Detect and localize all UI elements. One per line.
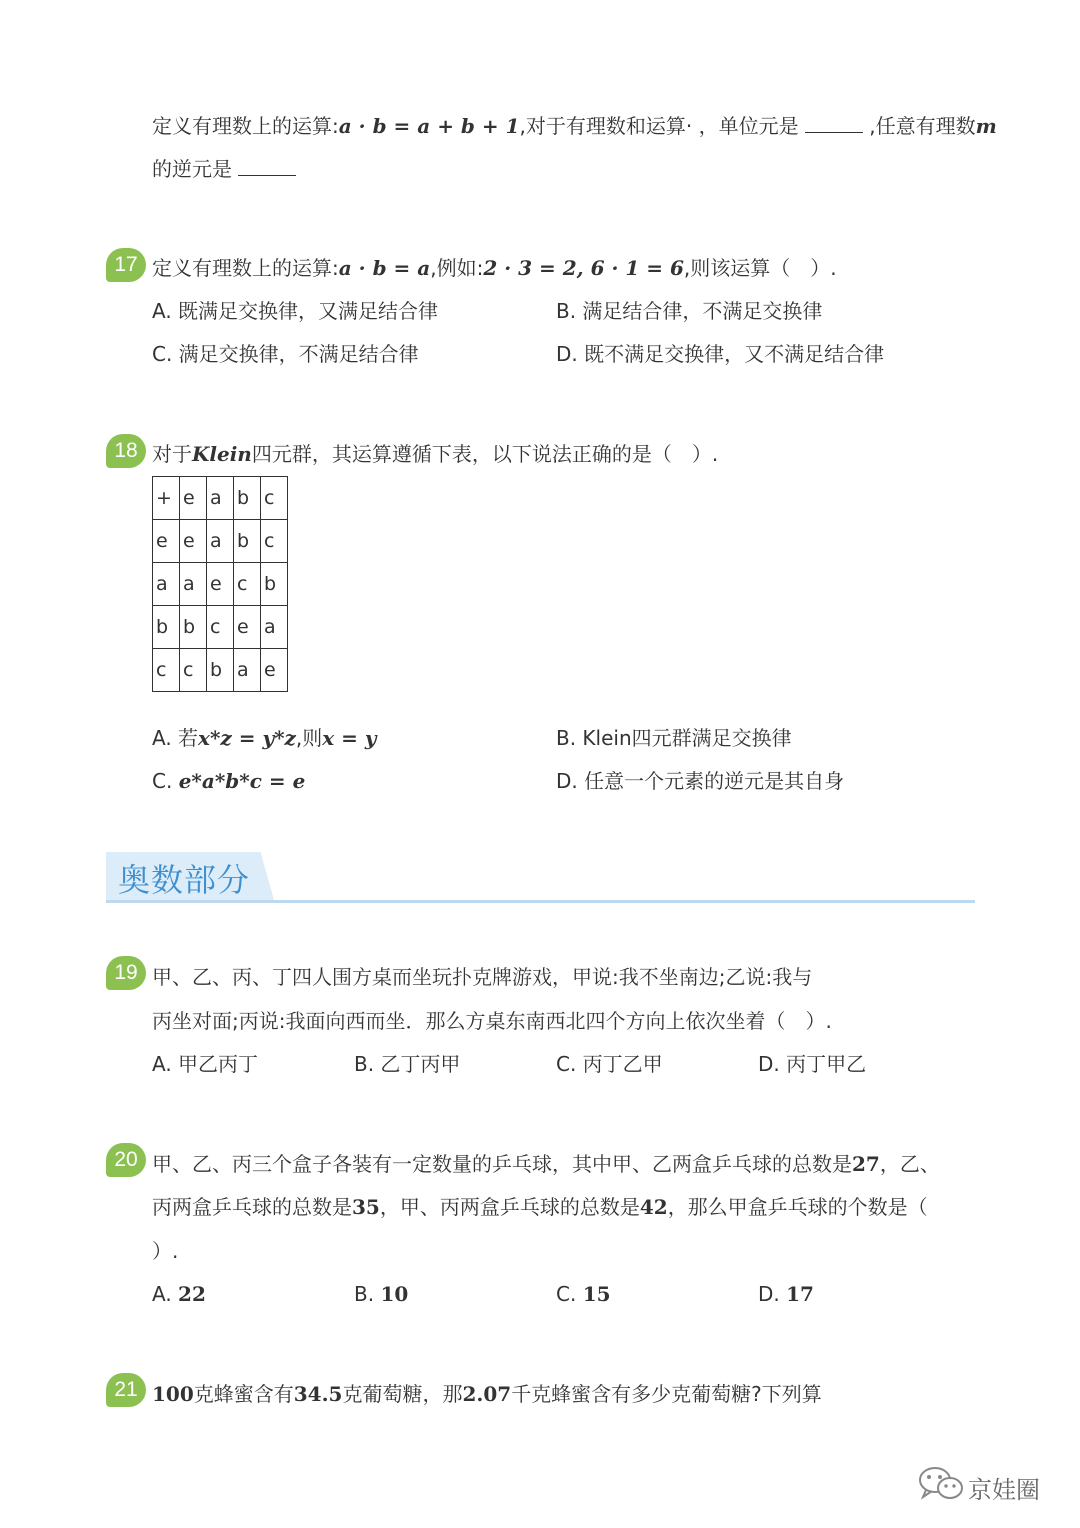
question-number-badge: 20 [106,1143,146,1177]
table-row [153,649,288,692]
q16-math: a · b = a + b + 1 [338,114,520,138]
q16-var: m [975,114,997,138]
q21-num-100: 100 [152,1382,194,1406]
q20-line2-mid: ，甲、丙两盒乒乓球的总数是 [379,1195,640,1219]
q18-option-c-math: e*a*b*c = e [178,769,306,793]
q21-text3: 千克蜂蜜含有多少克葡萄糖?下列算 [511,1382,822,1406]
q16-text-pre: 定义有理数上的运算: [152,114,339,138]
q18-math: Klein [192,442,252,466]
q19-option-b[interactable]: B. 乙丁丙甲 [354,1052,461,1076]
table-cell: a [234,649,261,692]
table-cell: e [207,563,234,606]
q20-num-42: 42 [639,1195,668,1219]
q20-option-a-value: 22 [178,1282,206,1306]
q20-num-35: 35 [352,1195,380,1219]
q20-line2-post: ，那么甲盒乒乓球的个数是（ [667,1195,928,1219]
q18-option-a[interactable] [152,724,377,752]
q20-option-d-value: 17 [786,1282,814,1306]
q17-math1: a · b = a [338,256,431,280]
q20-line2-pre: 丙两盒乒乓球的总数是 [152,1195,352,1219]
q20-num-27: 27 [852,1152,880,1176]
table-cell: b [234,520,261,563]
q18-option-a-mid: ,则 [295,726,323,750]
table-cell: e [234,606,261,649]
table-cell: a [153,563,180,606]
q20-line1 [152,1150,940,1178]
table-cell: a [207,520,234,563]
q16-line2 [152,155,296,183]
q16-line1 [152,112,997,140]
table-cell: a [261,606,288,649]
table-cell: b [234,477,261,520]
q18-stem [152,440,718,468]
q20-option-b-label: B. [354,1282,375,1306]
q20-option-b-value: 10 [380,1282,409,1306]
section-title: 奥数部分 [118,861,251,899]
q19-line1: 甲、乙、丙、丁四人围方桌而坐玩扑克牌游戏，甲说:我不坐南边;乙说:我与 [152,965,813,989]
answer-blank[interactable] [805,114,863,133]
watermark-text: 京娃圈 [968,1475,1040,1504]
q18-option-c[interactable] [152,767,305,795]
table-cell: e [180,520,207,563]
q17-stem [152,254,837,282]
q20-option-d-label: D. [758,1282,780,1306]
q20-option-b[interactable] [354,1280,408,1308]
table-cell: c [234,563,261,606]
table-cell: b [153,606,180,649]
q20-option-a[interactable] [152,1280,206,1308]
q17-option-b[interactable]: B. 满足结合律，不满足交换律 [556,299,823,323]
table-cell: b [180,606,207,649]
q18-option-a-math2: x = y [322,726,377,750]
table-row [153,563,288,606]
q17-stem-pre: 定义有理数上的运算: [152,256,339,280]
q20-option-c-label: C. [556,1282,577,1306]
table-cell: b [207,649,234,692]
q18-stem-pre: 对于 [152,442,192,466]
q17-math2: 2 · 3 = 2, 6 · 1 = 6 [483,256,684,280]
q16-text-post: ,任意有理数 [869,114,976,138]
table-row [153,477,288,520]
q18-option-c-pre: C. [152,769,179,793]
q16-text-mid: ,对于有理数和运算· ，单位元是 [519,114,799,138]
q17-option-a[interactable]: A. 既满足交换律，又满足结合律 [152,299,439,323]
question-number-badge: 17 [106,248,146,282]
table-cell: c [180,649,207,692]
q20-option-d[interactable] [758,1280,814,1308]
table-cell: c [153,649,180,692]
table-cell: e [153,520,180,563]
table-cell: + [153,477,180,520]
q20-option-c-value: 15 [582,1282,611,1306]
table-row [153,520,288,563]
q19-option-a[interactable]: A. 甲乙丙丁 [152,1052,259,1076]
q18-option-a-pre: A. 若 [152,726,199,750]
q18-stem-post: 四元群，其运算遵循下表，以下说法正确的是（ ）. [251,442,719,466]
table-cell: e [261,649,288,692]
q21-num-34-5: 34.5 [293,1382,343,1406]
q17-option-c[interactable]: C. 满足交换律，不满足结合律 [152,342,419,366]
table-cell: c [207,606,234,649]
q19-option-c[interactable]: C. 丙丁乙甲 [556,1052,663,1076]
q16-line2-text: 的逆元是 [152,157,232,181]
q20-line1-pre: 甲、乙、丙三个盒子各装有一定数量的乒乓球，其中甲、乙两盒乒乓球的总数是 [152,1152,852,1176]
table-cell: b [261,563,288,606]
q18-option-d[interactable]: D. 任意一个元素的逆元是其自身 [556,769,845,793]
table-cell: e [180,477,207,520]
q21-text1: 克蜂蜜含有 [193,1382,294,1406]
table-cell: a [180,563,207,606]
q20-line3: ）. [152,1239,179,1263]
q18-option-a-math: x*z = y*z [198,726,296,750]
wechat-icon [918,1466,964,1508]
q17-option-d[interactable]: D. 既不满足交换律，又不满足结合律 [556,342,885,366]
q17-stem-mid: ,例如: [430,256,484,280]
question-number-badge: 21 [106,1373,146,1407]
q17-stem-post: ,则该运算（ ）. [683,256,837,280]
q19-option-d[interactable]: D. 丙丁甲乙 [758,1052,867,1076]
q20-option-a-label: A. [152,1282,172,1306]
q20-line1-post: ，乙、 [879,1152,940,1176]
question-number-badge: 19 [106,956,146,990]
section-divider [106,900,975,903]
q18-option-b[interactable]: B. Klein四元群满足交换律 [556,726,792,750]
q20-option-c[interactable] [556,1280,611,1308]
table-cell: c [261,520,288,563]
q21-num-2-07: 2.07 [462,1382,512,1406]
table-cell: c [261,477,288,520]
q19-line2: 丙坐对面;丙说:我面向西而坐．那么方桌东南西北四个方向上依次坐着（ ）. [152,1009,832,1033]
q20-line2 [152,1193,928,1221]
table-row [153,606,288,649]
q21-line1 [152,1380,822,1408]
question-number-badge: 18 [106,434,146,468]
q21-text2: 克葡萄糖，那 [342,1382,463,1406]
table-cell: a [207,477,234,520]
watermark [918,1466,1040,1508]
klein-operation-table [152,476,288,692]
answer-blank[interactable] [238,157,296,176]
